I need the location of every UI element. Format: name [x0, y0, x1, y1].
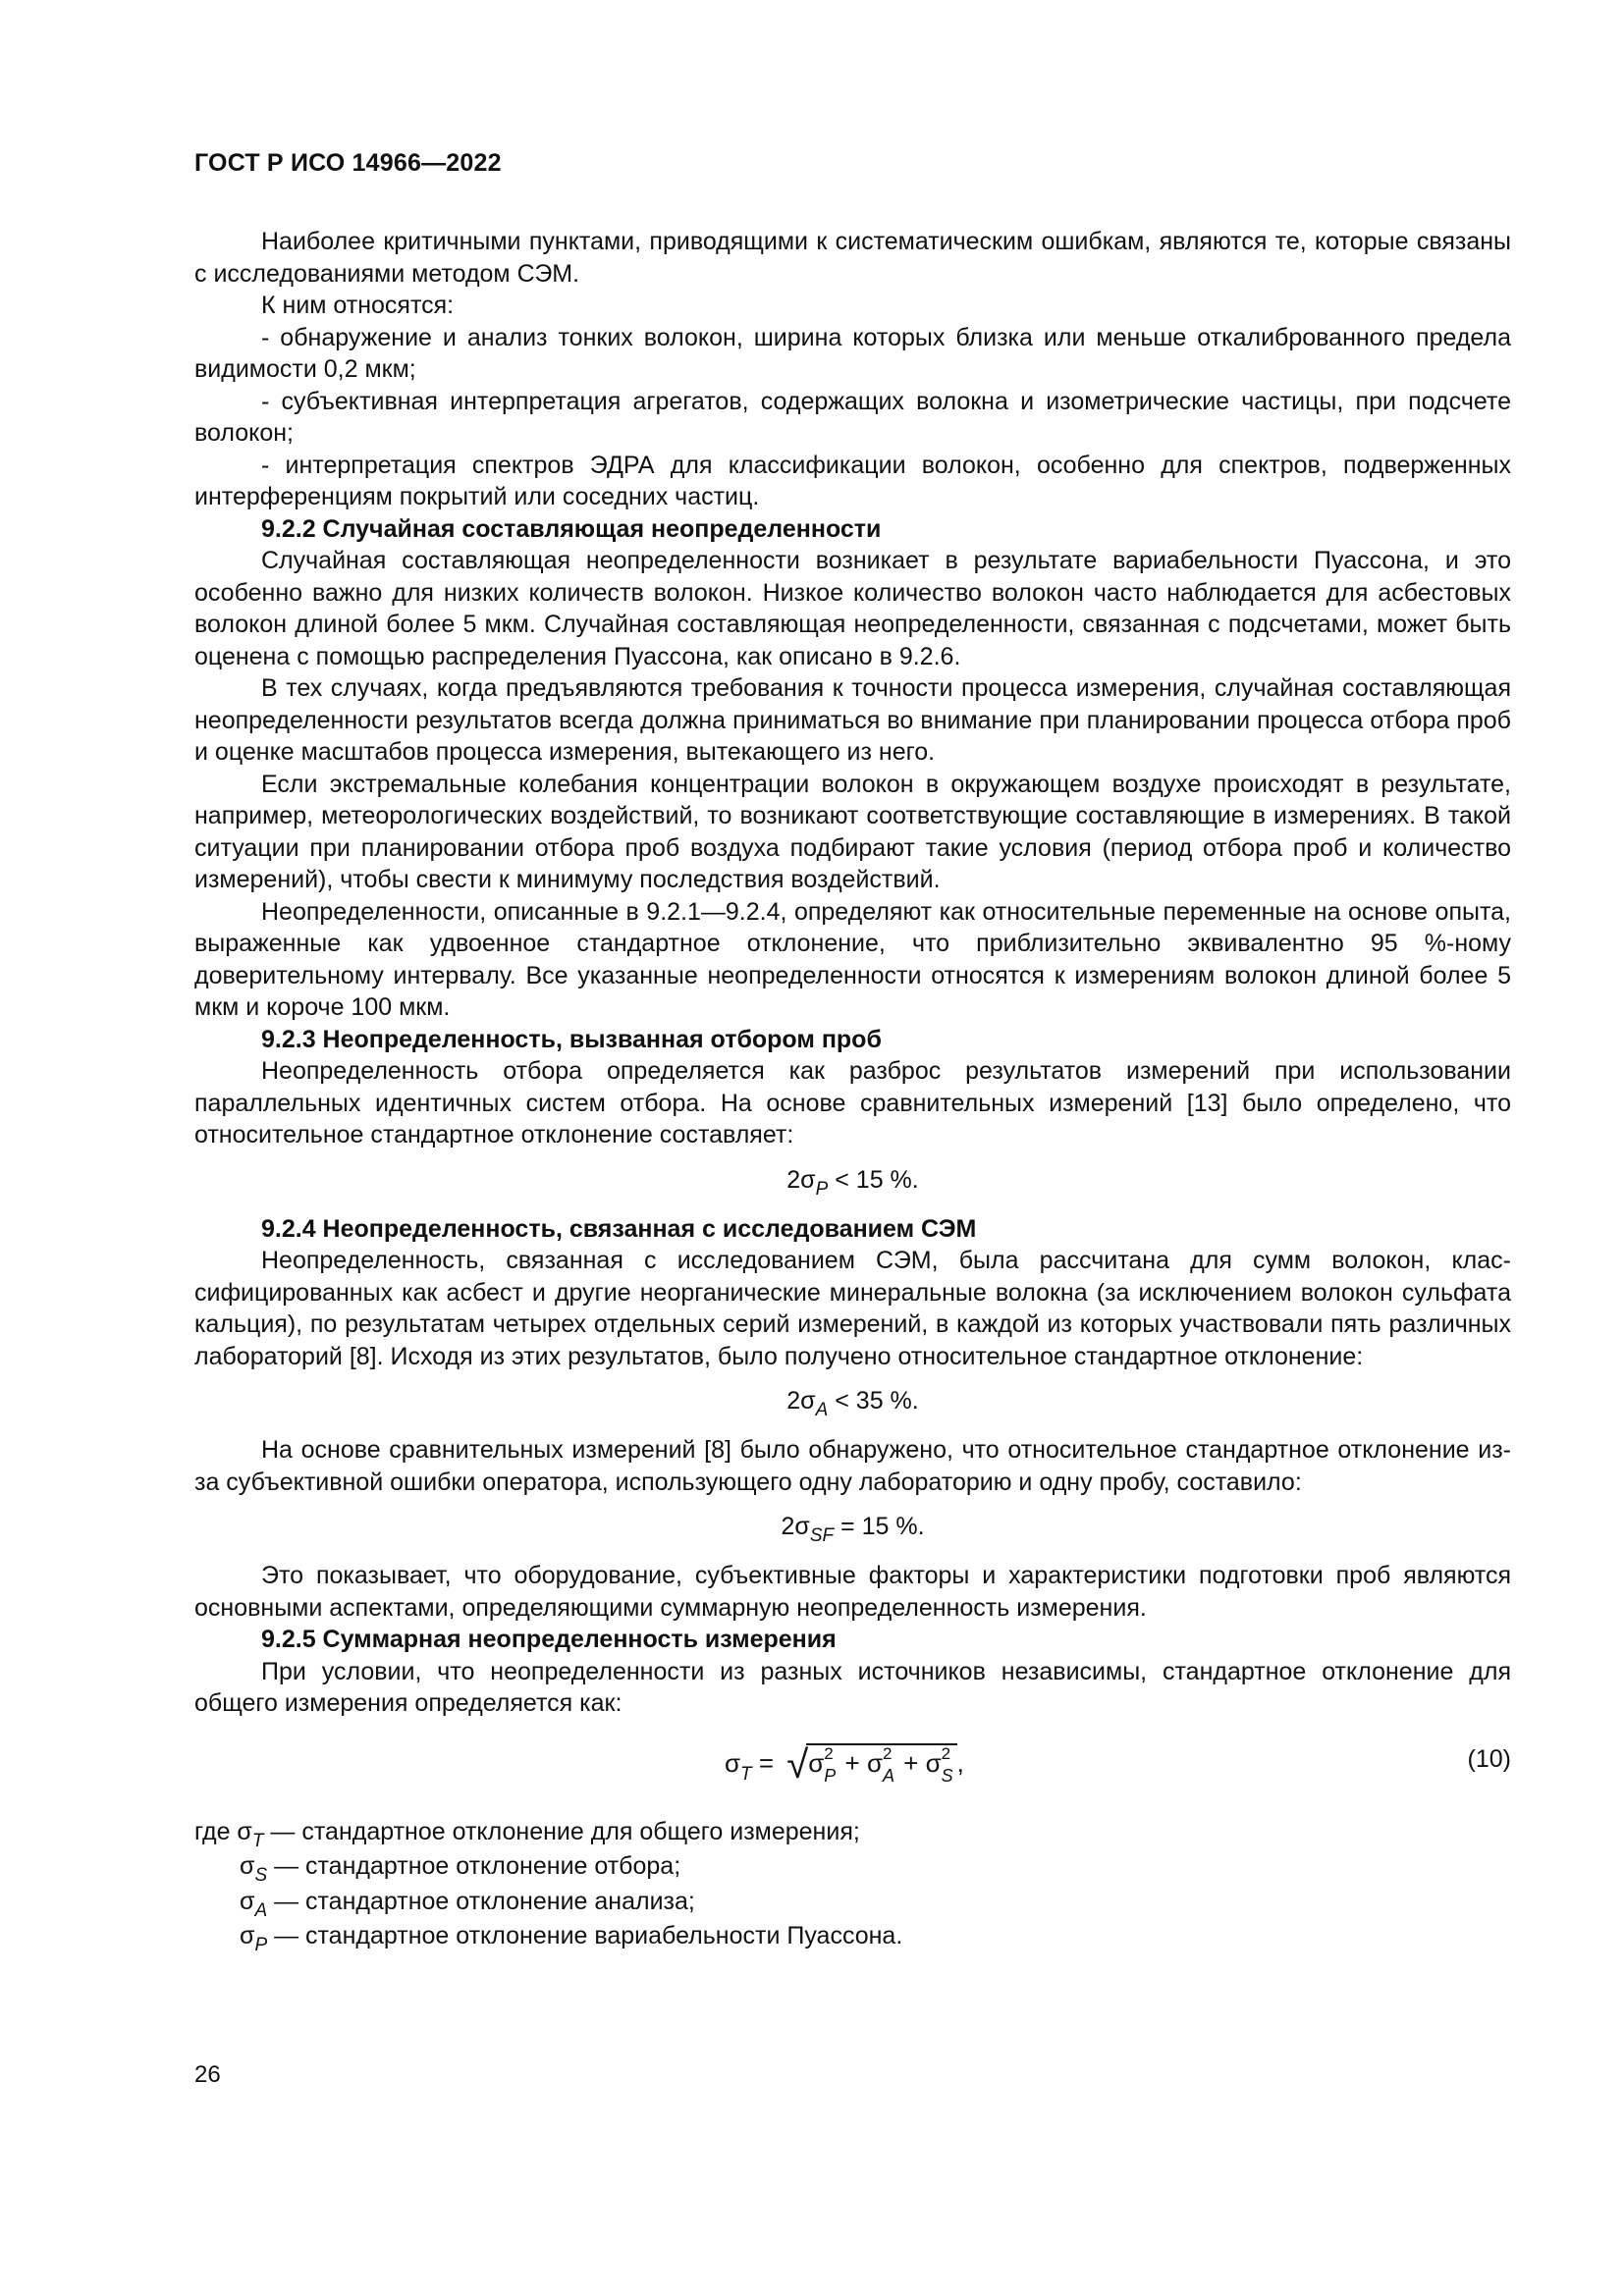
- section-heading-9-2-2: 9.2.2 Случайная составляющая неопределенности: [261, 514, 882, 543]
- paragraph: Это показывает, что оборудование, субъективные факторы и характеристики подготовки проб являются основными аспектами, определяющими суммарную неопределенность измерения.: [194, 1562, 1511, 1622]
- section-heading-9-2-4: 9.2.4 Неопределенность, связанная с исследованием СЭМ: [261, 1214, 977, 1243]
- formula-sampling-deviation: [194, 1163, 1511, 1200]
- paragraph: Неопределенность, связанная с исследованием СЭМ, была рассчитана для сумм волокон, классифицированных как асбест и другие неорганические минеральные волокна (за исключением волокон сульфата кальция), по результатам четырех отдельных серий измерений, в каждой из которых участвовали пять различных лабораторий [8]. Исходя из этих результатов, было получено относительное стандартное отклонение:: [194, 1247, 1511, 1370]
- equation-10: [194, 1735, 1511, 1798]
- list-item: - субъективная интерпретация агрегатов, содержащих волокна и изометрические частицы, при подсчете волокон;: [194, 387, 1511, 447]
- term-supsub: [882, 1743, 896, 1786]
- formula-suffix: < 35 %.: [828, 1387, 919, 1415]
- equation-end: ,: [956, 1747, 964, 1778]
- definition-symbol: σ: [240, 1887, 255, 1915]
- term-symbol: σ: [925, 1747, 942, 1778]
- list-item: - интерпретация спектров ЭДРА для классификации волокон, особенно для спектров, подверженных интерференциям покрытий или соседних частиц.: [194, 451, 1511, 510]
- term-superscript: 2: [941, 1743, 951, 1763]
- definition-item: [194, 1850, 1511, 1886]
- formula-prefix: 2σ: [786, 1387, 816, 1415]
- paragraph: Неопределенности, описанные в 9.2.1—9.2.4, определяют как относительные переменные на основе опыта, выраженные как удвоенное стандартное отклонение, что приблизительно эквивалентно 95 %-ному доверительному интервалу. Все указанные неопределенности относятся к измерениям волокон длиной более 5 мкм и короче 100 мкм.: [194, 897, 1511, 1021]
- definition-subscript: T: [251, 1830, 264, 1851]
- formula-analysis-deviation: [194, 1384, 1511, 1420]
- square-root: [783, 1742, 956, 1787]
- equation-equals: =: [751, 1747, 782, 1778]
- paragraph: При условии, что неопределенности из разных источников независимы, стандартное отклонение для общего измерения определяется как:: [194, 1657, 1511, 1717]
- paragraph: К ним относятся:: [261, 292, 455, 319]
- formula-prefix: 2σ: [786, 1165, 816, 1194]
- definitions-list: [194, 1816, 1511, 1955]
- paragraph: В тех случаях, когда предъявляются требования к точности процесса измерения, случайная составляющая неопределенности результатов всегда должна приниматься во внимание при планировании процесса отбора проб и оценке масштабов процесса измерения, вытекающего из него.: [194, 674, 1511, 766]
- paragraph: Наиболее критичными пунктами, приводящими к систематическим ошибкам, являются те, которые связаны с исследованиями методом СЭМ.: [194, 228, 1511, 288]
- equation-number: (10): [1467, 1744, 1511, 1773]
- equation-lhs-subscript: T: [740, 1763, 752, 1785]
- definition-item: [194, 1886, 1511, 1921]
- equation-body: [725, 1742, 964, 1787]
- formula-subscript: P: [815, 1178, 829, 1200]
- paragraph: На основе сравнительных измерений [8] было обнаружено, что относительное стандартное отклонение из-за субъективной ошибки оператора, использующего одну лабораторию и одну пробу, составило:: [194, 1436, 1511, 1496]
- term-subscript: P: [824, 1765, 837, 1786]
- definition-subscript: S: [254, 1865, 268, 1886]
- term-operator: +: [895, 1747, 926, 1778]
- formula-suffix: < 15 %.: [828, 1165, 919, 1194]
- section-heading-9-2-3: 9.2.3 Неопределенность, вызванная отбором проб: [261, 1025, 882, 1053]
- page-number: 26: [194, 2061, 221, 2088]
- definition-text: — стандартное отклонение отбора;: [267, 1852, 681, 1880]
- term-symbol: σ: [866, 1747, 883, 1778]
- definition-text: — стандартное отклонение вариабельности Пуассона.: [267, 1922, 903, 1949]
- term-subscript: A: [882, 1765, 894, 1786]
- definition-text: — стандартное отклонение для общего измерения;: [263, 1817, 860, 1845]
- paragraph: Неопределенность отбора определяется как разброс результатов измерений при использовании параллельных идентичных систем отбора. На основе сравнительных измерений [13] было определено, что относительное стандартное отклонение составляет:: [194, 1057, 1511, 1148]
- formula-suffix: = 15 %.: [834, 1513, 925, 1540]
- radical-icon: √: [786, 1742, 809, 1787]
- list-item: - обнаружение и анализ тонких волокон, ширина которых близка или меньше откалиброванного предела видимости 0,2 мкм;: [194, 323, 1511, 383]
- section-heading-9-2-5: 9.2.5 Суммарная неопределенность измерения: [261, 1626, 837, 1653]
- term-supsub: [941, 1743, 955, 1786]
- main-content: [194, 226, 1511, 1955]
- term-supsub: [824, 1743, 838, 1786]
- definition-subscript: A: [254, 1899, 268, 1921]
- equation-lhs: σ: [725, 1747, 741, 1778]
- definition-symbol: σ: [240, 1922, 255, 1949]
- document-header: ГОСТ Р ИСО 14966—2022: [194, 149, 502, 177]
- term-superscript: 2: [824, 1743, 834, 1763]
- term-superscript: 2: [882, 1743, 893, 1763]
- term-operator: +: [838, 1747, 867, 1778]
- definition-subscript: P: [254, 1935, 268, 1955]
- term-symbol: σ: [808, 1747, 825, 1778]
- formula-operator-deviation: [194, 1510, 1511, 1546]
- paragraph: Если экстремальные колебания концентрации волокон в окружающем воздухе происходят в результате, например, метеорологических воздействий, то возникают соответствующие составляющие в измерениях. В такой ситуации при планировании отбора проб воздуха подбирают такие условия (период отбора проб и количество измерений), чтобы свести к минимуму последствия воздействий.: [194, 770, 1511, 893]
- definition-item: [194, 1920, 1511, 1955]
- paragraph: Случайная составляющая неопределенности возникает в результате вариабельности Пуассона, и это особенно важно для низких количеств волокон. Низкое количество волокон часто наблюдается для асбестовых волокон длиной более 5 мкм. Случайная составляющая неопределенности, связанная с подсчетами, может быть оценена с помощью распределения Пуассона, как описано в 9.2.6.: [194, 547, 1511, 670]
- formula-subscript: SF: [809, 1525, 835, 1546]
- radicand: [806, 1743, 956, 1786]
- definition-symbol: где σ: [194, 1817, 252, 1845]
- definition-item: [194, 1816, 1511, 1851]
- definition-text: — стандартное отклонение анализа;: [267, 1887, 695, 1915]
- definition-symbol: σ: [240, 1852, 255, 1880]
- formula-subscript: A: [815, 1400, 829, 1420]
- formula-prefix: 2σ: [781, 1513, 810, 1540]
- term-subscript: S: [941, 1765, 953, 1786]
